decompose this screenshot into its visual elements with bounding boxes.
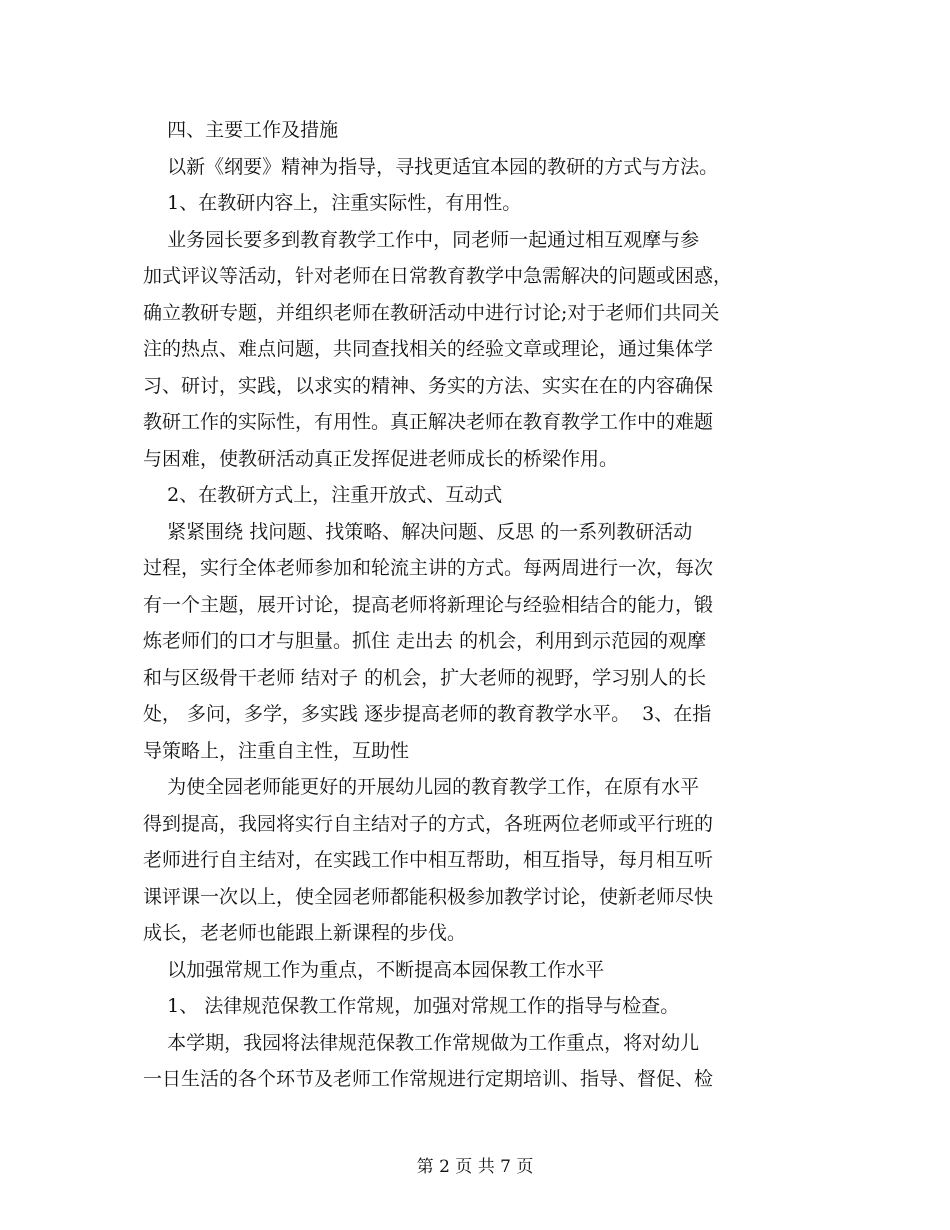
text-line: 得到提高，我园将实行自主结对子的方式，各班两位老师或平行班的 bbox=[143, 812, 714, 835]
text-line: 教研工作的实际性，有用性。真正解决老师在教育教学工作中的难题 bbox=[143, 411, 714, 433]
text-line: 导策略上，注重自主性，互助性 bbox=[143, 739, 410, 762]
text-line: 1、 法律规范保教工作常规，加强对常规工作的指导与检查。 bbox=[143, 995, 680, 1017]
text-line: 课评课一次以上，使全园老师都能积极参加教学讨论，使新老师尽快 bbox=[143, 885, 714, 908]
text-line: 业务园长要多到教育教学工作中，同老师一起通过相互观摩与参 bbox=[143, 228, 700, 251]
text-line: 炼老师们的口才与胆量。抓住 走出去 的机会，利用到示范园的观摩 bbox=[143, 630, 707, 652]
page-number-footer: 第 2 页 共 7 页 bbox=[416, 1157, 534, 1177]
text-line: 一日生活的各个环节及老师工作常规进行定期培训、指导、督促、检 bbox=[143, 1068, 714, 1090]
text-line: 与困难，使教研活动真正发挥促进老师成长的桥梁作用。 bbox=[143, 447, 619, 470]
text-line: 注的热点、难点问题，共同查找相关的经验文章或理论，通过集体学 bbox=[143, 338, 714, 360]
text-line: 1、在教研内容上，注重实际性，有用性。 bbox=[143, 192, 522, 214]
text-line: 过程，实行全体老师参加和轮流主讲的方式。每两周进行一次，每次 bbox=[143, 557, 714, 579]
document-body bbox=[143, 112, 805, 1098]
text-line: 本学期，我园将法律规范保教工作常规做为工作重点，将对幼儿 bbox=[143, 1031, 700, 1054]
text-line: 加式评议等活动，针对老师在日常教育教学中急需解决的问题或困惑， bbox=[143, 265, 733, 287]
text-line: 处， 多问，多学，多实践 逐步提高老师的教育教学水平。 3、在指 bbox=[143, 703, 712, 725]
text-line: 以加强常规工作为重点，不断提高本园保教工作水平 bbox=[143, 958, 605, 981]
text-line: 确立教研专题，并组织老师在教研活动中进行讨论;对于老师们共同关 bbox=[143, 301, 720, 324]
text-line: 四、主要工作及措施 bbox=[143, 119, 339, 141]
text-line: 习、研讨，实践，以求实的精神、务实的方法、实实在在的内容确保 bbox=[143, 374, 714, 397]
text-line: 为使全园老师能更好的开展幼儿园的教育教学工作，在原有水平 bbox=[143, 776, 700, 798]
text-line: 成长，老老师也能跟上新课程的步伐。 bbox=[143, 922, 467, 944]
text-line: 和与区级骨干老师 结对子 的机会，扩大老师的视野，学习别人的长 bbox=[143, 666, 707, 689]
text-line: 2、在教研方式上，注重开放式、互动式 bbox=[143, 484, 503, 506]
text-line: 老师进行自主结对，在实践工作中相互帮助，相互指导，每月相互听 bbox=[143, 849, 714, 871]
text-line: 紧紧围绕 找问题、找策略、解决问题、反思 的一系列教研活动 bbox=[143, 520, 693, 543]
text-line: 以新《纲要》精神为指导，寻找更适宜本园的教研的方式与方法。 bbox=[143, 155, 719, 178]
text-line: 有一个主题，展开讨论，提高老师将新理论与经验相结合的能力，锻 bbox=[143, 593, 714, 616]
